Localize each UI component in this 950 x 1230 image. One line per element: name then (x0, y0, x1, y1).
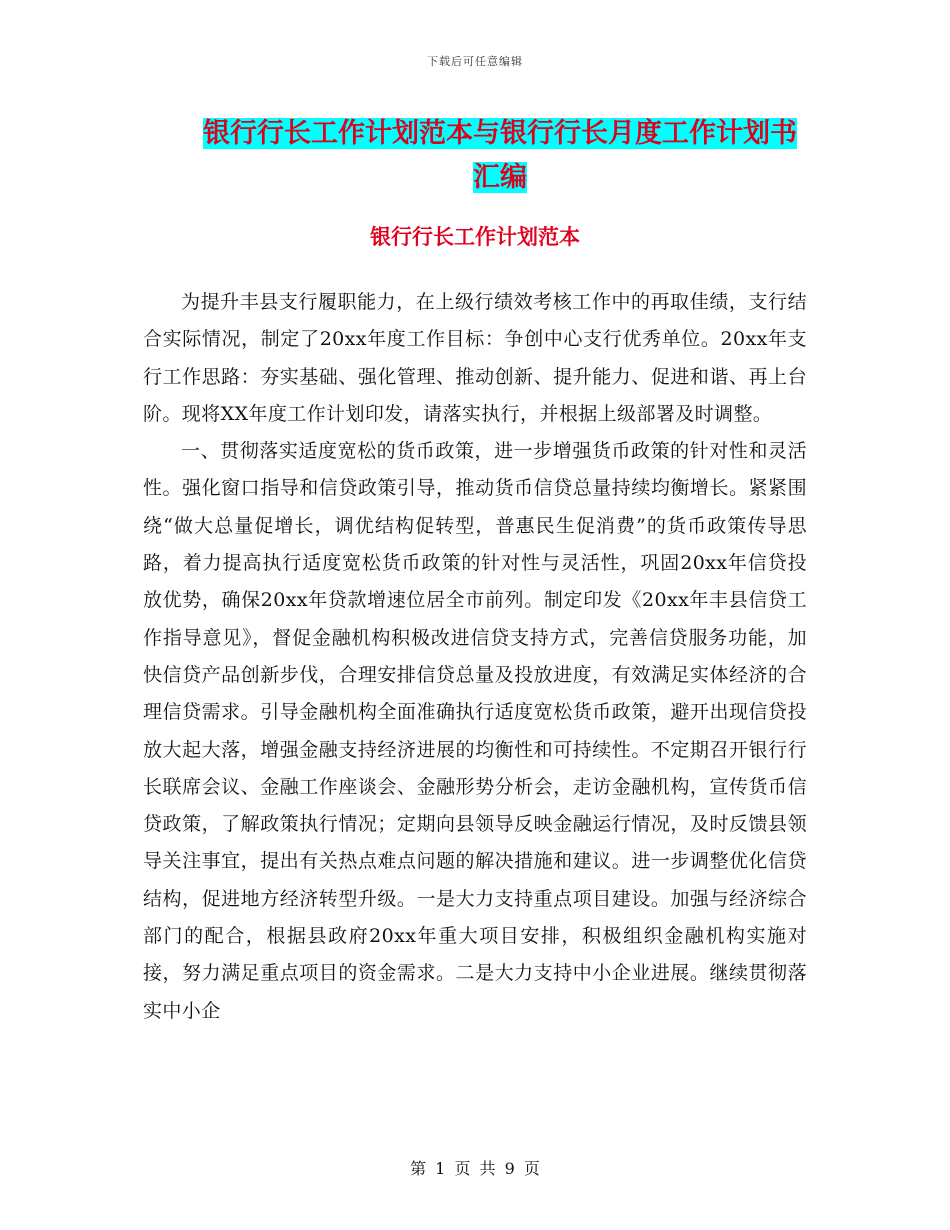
body-paragraph-section-one: 一、贯彻落实适度宽松的货币政策，进一步增强货币政策的针对性和灵活性。强化窗口指导和信贷政策引导，推动货币信贷总量持续均衡增长。紧紧围绕“做大总量促增长，调优结构促转型，普惠民生促消费”的货币政策传导思路，着力提高执行适度宽松货币政策的针对性与灵活性，巩固20xx年信贷投放优势，确保20xx年贷款增速位居全市前列。制定印发《20xx年丰县信贷工作指导意见》，督促金融机构积极改进信贷支持方式，完善信贷服务功能，加快信贷产品创新步伐，合理安排信贷总量及投放进度，有效满足实体经济的合理信贷需求。引导金融机构全面准确执行适度宽松货币政策，避开出现信贷投放大起大落，增强金融支持经济进展的均衡性和可持续性。不定期召开银行行长联席会议、金融工作座谈会、金融形势分析会，走访金融机构，宣传货币信贷政策，了解政策执行情况；定期向县领导反映金融运行情况，及时反馈县领导关注事宜，提出有关热点难点问题的解决措施和建议。进一步调整优化信贷结构，促进地方经济转型升级。一是大力支持重点项目建设。加强与经济综合部门的配合，根据县政府20xx年重大项目安排，积极组织金融机构实施对接，努力满足重点项目的资金需求。二是大力支持中小企业进展。继续贯彻落实中小企 (143, 440, 807, 1022)
page-number-footer: 第 1 页 共 9 页 (410, 1159, 540, 1178)
body-paragraph-intro: 为提升丰县支行履职能力，在上级行绩效考核工作中的再取佳绩，支行结合实际情况，制定了20xx年度工作目标：争创中心支行优秀单位。20xx年支行工作思路：夯实基础、强化管理、推动创新、提升能力、促进和谐、再上台阶。现将XX年度工作计划印发，请落实执行，并根据上级部署及时调整。 (143, 291, 807, 425)
section-title: 银行行长工作计划范本 (370, 224, 580, 249)
document-title-text: 银行行长工作计划范本与银行行长月度工作计划书汇编 (203, 118, 797, 193)
document-title (190, 112, 810, 200)
header-note: 下载后可任意编辑 (427, 55, 523, 68)
document-body (143, 284, 807, 1030)
